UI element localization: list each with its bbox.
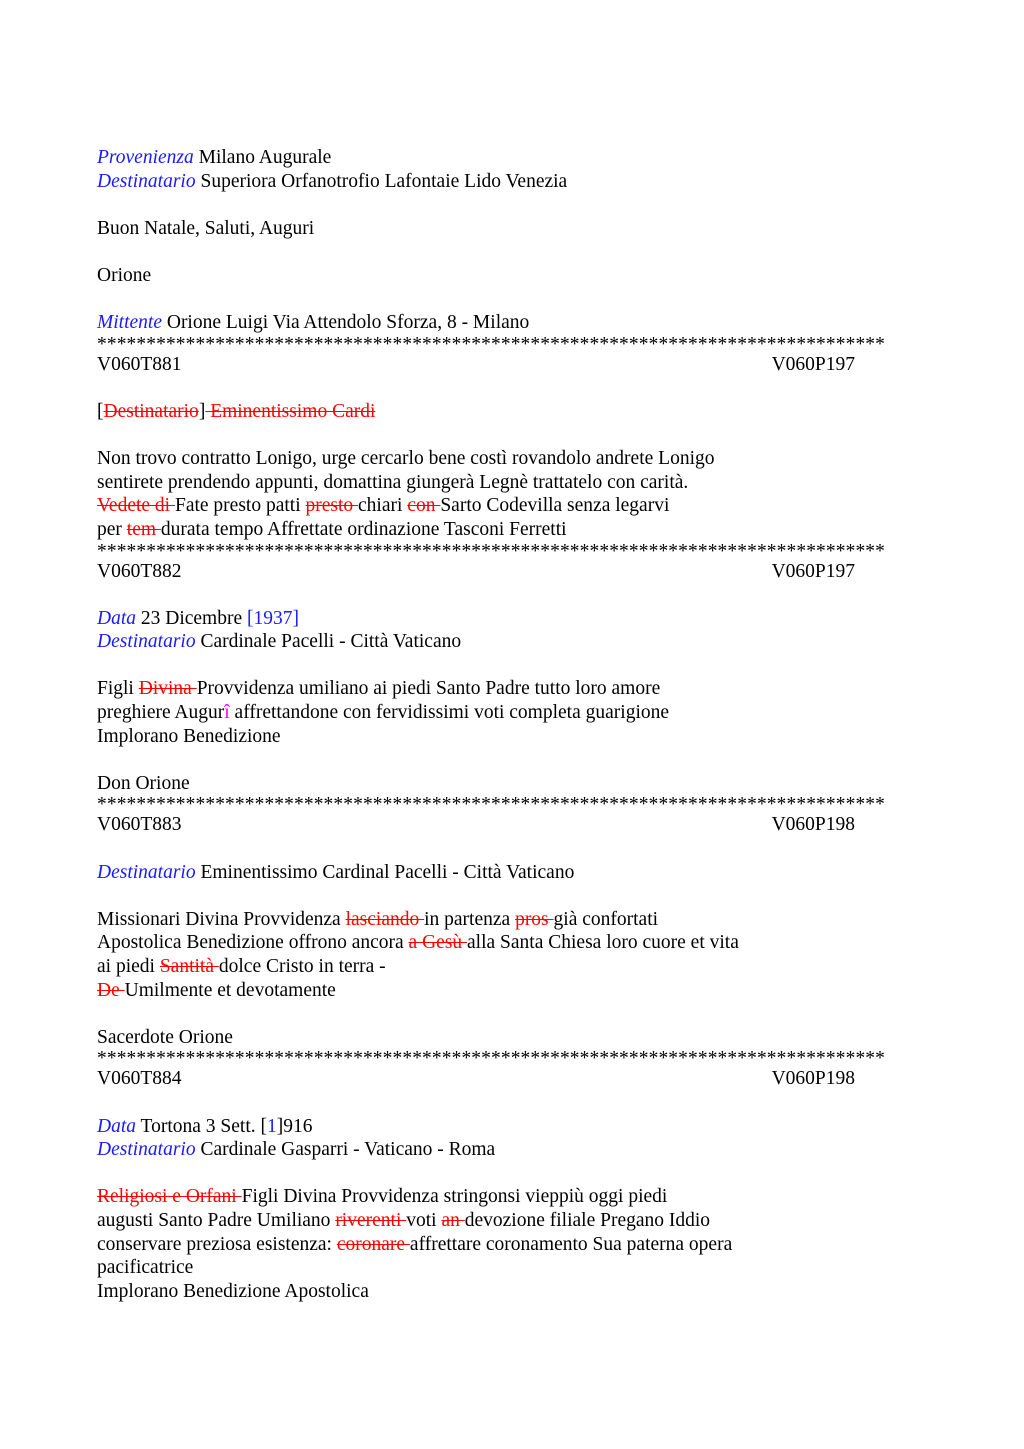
deleted-text: coronare [336, 1233, 410, 1255]
separator: ******************************************************************************** [97, 795, 885, 814]
destinatario-label: Destinatario [97, 1139, 196, 1161]
deleted-text: Destinatario [103, 400, 199, 422]
destinatario-value: Superiora Orfanotrofio Lafontaie Lido Venezia [200, 170, 568, 192]
deleted-text: De [97, 979, 125, 1001]
message-line: pacificatrice [97, 1257, 194, 1279]
destinatario-line [97, 170, 957, 194]
message-line [97, 931, 957, 955]
signature: Don Orione [97, 772, 190, 794]
text-segment: chiari [358, 495, 408, 517]
text-segment: alla Santa Chiesa loro cuore et vita [467, 932, 739, 954]
text-segment: Missionari Divina Provvidenza [97, 908, 346, 930]
deleted-text: Vedete di [97, 495, 175, 517]
destinatario-label: Destinatario [97, 631, 196, 653]
signature: Sacerdote Orione [97, 1026, 233, 1048]
record-code-right: V060P197 [771, 560, 855, 582]
message-line: sentirete prendendo appunti, domattina giungerà Legnè trattatelo con carità. [97, 471, 689, 493]
data-year: [1937] [247, 607, 300, 629]
text-segment: ai piedi [97, 956, 160, 977]
provenienza-label: Provenienza [97, 147, 194, 168]
deleted-text: presto [305, 495, 359, 517]
text-segment: durata tempo Affrettate ordinazione Tasconi Ferretti [160, 518, 567, 540]
message-line [97, 908, 957, 932]
deleted-text: lasciando [345, 908, 425, 930]
destinatario-line [97, 861, 957, 885]
message-line: Implorano Benedizione Apostolica [97, 1280, 369, 1302]
record-code-right: V060P198 [771, 1068, 855, 1090]
text-segment: Apostolica Benedizione offrono ancora [97, 932, 409, 954]
destinatario-value: Cardinale Pacelli - Città Vaticano [200, 631, 462, 653]
destinatario-label: Destinatario [97, 170, 196, 192]
text-segment: conservare preziosa esistenza: [97, 1233, 337, 1255]
record-code-left: V060T884 [97, 1068, 182, 1090]
text-segment: dolce Cristo in terra - [218, 956, 386, 977]
deleted-text: a Gesù [408, 932, 468, 954]
deleted-text: tem [126, 518, 161, 540]
signature: Orione [97, 264, 152, 286]
text-segment: affrettandone con fervidissimi voti completa guarigione [229, 702, 670, 724]
mittente-value: Orione Luigi Via Attendolo Sforza, 8 - Milano [166, 312, 530, 334]
text-segment: voti [406, 1209, 442, 1231]
bracket-open: [ [97, 400, 104, 422]
text-segment: affrettare coronamento Sua paterna opera [409, 1233, 733, 1255]
message-line [97, 701, 957, 725]
record-code-left: V060T881 [97, 353, 182, 375]
destinatario-line [97, 1138, 957, 1162]
data-label: Data [97, 607, 136, 629]
record-codes [97, 1067, 855, 1091]
text-segment: per [97, 518, 127, 540]
deleted-text: riverenti [335, 1209, 407, 1231]
text-segment: già confortati [553, 908, 659, 930]
message-line [97, 955, 957, 979]
provenienza-value: Milano Augurale [198, 147, 332, 168]
record-code-left: V060T882 [97, 560, 182, 582]
mittente-line [97, 311, 957, 335]
data-value: ]916 [276, 1115, 313, 1137]
message-line [97, 494, 957, 518]
message-line: Non trovo contratto Lonigo, urge cercarlo bene costì rovandolo andrete Lonigo [97, 448, 715, 470]
deleted-text: Divina [138, 678, 197, 700]
text-segment: augusti Santo Padre Umiliano [97, 1209, 336, 1231]
destinatario-label: Destinatario [97, 861, 196, 883]
data-value: Tortona 3 Sett. [ [140, 1115, 267, 1137]
message-line [97, 1209, 957, 1233]
separator: ******************************************************************************** [97, 334, 885, 353]
message-line [97, 1185, 957, 1209]
separator: ******************************************************************************** [97, 541, 885, 560]
record-code-right: V060P198 [771, 814, 855, 836]
data-line [97, 607, 957, 631]
text-segment: Sarto Codevilla senza legarvi [440, 495, 670, 517]
destinatario-value: Cardinale Gasparri - Vaticano - Roma [200, 1139, 496, 1161]
deleted-text: an [441, 1209, 465, 1231]
text-segment: Fate presto patti [174, 495, 306, 517]
deleted-text: Religiosi e Orfani [97, 1186, 242, 1208]
text-segment: devozione filiale Pregano Iddio [464, 1209, 711, 1231]
record-codes [97, 813, 855, 837]
mittente-label: Mittente [97, 312, 162, 334]
message-line: Implorano Benedizione [97, 725, 281, 747]
message-line [97, 677, 957, 701]
record-code-right: V060P197 [771, 353, 855, 375]
deleted-header-line [97, 400, 957, 424]
message-line [97, 1233, 957, 1257]
editorial-mark: î [224, 702, 230, 724]
message-line [97, 979, 957, 1003]
editorial-mark: 1 [266, 1115, 277, 1137]
document-page [97, 146, 957, 1303]
record-codes [97, 353, 855, 377]
deleted-text: Eminentissimo Cardi [205, 400, 376, 422]
record-codes [97, 560, 855, 584]
text-segment: Umilmente et devotamente [124, 979, 336, 1001]
data-value: 23 Dicembre [140, 607, 243, 629]
provenienza-line [97, 146, 957, 170]
message-line [97, 518, 957, 542]
data-line [97, 1115, 957, 1139]
separator: ******************************************************************************** [97, 1049, 885, 1068]
deleted-text: Santità [159, 956, 219, 977]
text-segment: Provvidenza umiliano ai piedi Santo Padre tutto loro amore [196, 678, 661, 700]
data-label: Data [97, 1115, 136, 1137]
text-segment: preghiere Augur [97, 702, 225, 724]
text-segment: Figli [97, 678, 139, 700]
record-code-left: V060T883 [97, 814, 182, 836]
deleted-text: con [407, 495, 441, 517]
bracket-close: ] [198, 400, 206, 422]
text-segment: in partenza [424, 908, 516, 930]
deleted-text: pros [515, 908, 554, 930]
destinatario-value: Eminentissimo Cardinal Pacelli - Città Vaticano [200, 861, 575, 883]
text-segment: Figli Divina Provvidenza stringonsi vieppiù oggi piedi [241, 1186, 668, 1208]
destinatario-line [97, 630, 957, 654]
message-body: Buon Natale, Saluti, Auguri [97, 217, 315, 239]
